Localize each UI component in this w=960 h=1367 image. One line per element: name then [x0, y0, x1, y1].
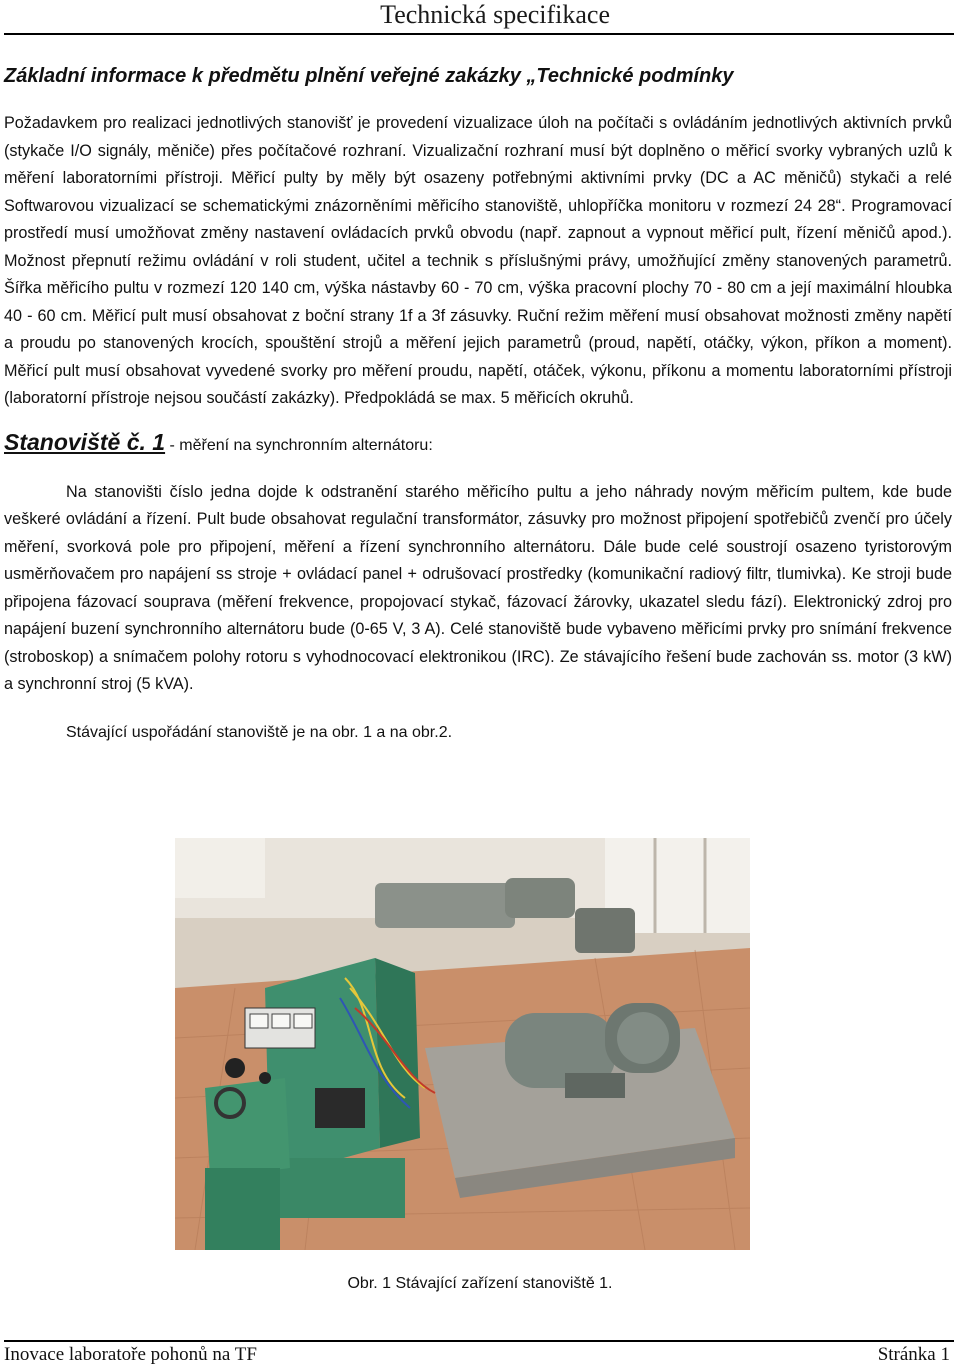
footer-title: Inovace laboratoře pohonů na TF [4, 1344, 257, 1365]
intro-paragraph: Požadavkem pro realizaci jednotlivých stanovišť je provedení vizualizace úloh na počítači s ovládáním jednotlivých aktivních prvků (stykače I/O signály, měniče) přes počítačové rozhraní. Vizualizační rozhraní musí být doplněno o měřicí svorky vybraných uzlů k měření laboratorními přístroji. Měřicí pulty by měly být osazeny potřebnými aktivními prvky (DC a AC měničů) stykači a relé Softwarovou vizualizací se schematickými znázorněními měřicího stanoviště, uhlopříčka monitoru v rozmezí 24 28“. Programovací prostředí musí umožňovat změny nastavení ovládacích prvků obvodu (např. zapnout a vypnout měřicí pult, řízení měničů apod.). Možnost přepnutí režimu ovládání v roli student, učitel a technik s příslušnými právy, umožňující změny stanovených parametrů. Šířka měřicího pultu v rozmezí 120 140 cm, výška nástavby 60 - 70 cm, výška pracovní plochy 70 - 80 cm a její maximální hloubka 40 - 60 cm. Měřicí pult musí obsahovat z boční strany 1f a 3f zásuvky. Ruční režim měření musí obsahovat možnosti změny napětí a proudu po stanovených krocích, spouštění strojů a měření jejich parametrů (proud, napětí, otáčky, výkon, příkon a moment). Měřicí pult musí obsahovat vyvedené svorky pro měření proudu, napětí, otáček, výkonu, příkonu a momentu laboratorními přístroji (laboratorní přístroje nejsou součástí zakázky). Předpokládá se max. 5 měřicích okruhů. [4, 114, 952, 407]
section-heading: Základní informace k předmětu plnění veřejné zakázky „Technické podmínky [4, 65, 734, 87]
footer-rule [4, 1340, 954, 1342]
header-title: Technická specifikace [380, 0, 610, 29]
main-content [4, 62, 952, 745]
station-photo [175, 838, 750, 1250]
station-label: Stanoviště č. 1 [4, 428, 166, 455]
station-description: - měření na synchronním alternátoru: [165, 436, 433, 454]
arrangement-note: Stávající uspořádání stanoviště je na obr. 1 a na obr.2. [66, 723, 453, 741]
figure-caption: Obr. 1 Stávající zařízení stanoviště 1. [347, 1275, 613, 1292]
page-number: Stránka 1 [877, 1344, 950, 1365]
station-heading [4, 427, 952, 461]
header-rule [4, 33, 954, 35]
station-paragraph: Na stanovišti číslo jedna dojde k odstranění starého měřicího pultu a jeho náhrady novým měřicím pultem, kde bude veškeré ovládání a řízení. Pult bude obsahovat regulační transformátor, zásuvky pro možnost připojení spotřebičů zvenčí pro účely měření, svorková pole pro připojení, měření a řízení synchronního alternátoru. Dále bude celé soustrojí osazeno tyristorovým usměrňovačem pro napájení ss stroje + ovládací panel + odrušovací prostředky (komunikační radiový filtr, tlumivka). Ke stroji bude připojena fázovací souprava (měření frekvence, propojovací stykač, fázovací žárovky, ukazatel sledu fází). Elektronický zdroj pro napájení buzení synchronního alternátoru bude (0-65 V, 3 A). Celé stanoviště bude vybaveno měřicími prvky pro snímání frekvence (stroboskop) a snímačem polohy rotoru s vyhodnocovací elektronikou (IRC). Ze stávajícího řešení bude zachován ss. motor (3 kW) a synchronní stroj (5 kVA). [4, 482, 952, 693]
page-header [0, 0, 960, 34]
